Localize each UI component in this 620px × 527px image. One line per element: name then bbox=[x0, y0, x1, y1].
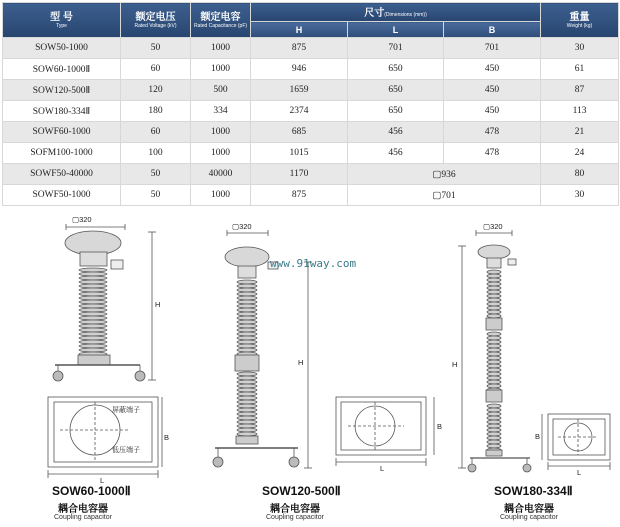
cell-b: 701 bbox=[444, 38, 541, 59]
header-h: H bbox=[251, 22, 348, 38]
cell-l: 456 bbox=[348, 143, 444, 164]
cell-capacitance: 1000 bbox=[191, 185, 251, 206]
cell-voltage: 120 bbox=[121, 80, 191, 101]
header-b: B bbox=[444, 22, 541, 38]
cell-h: 946 bbox=[251, 59, 348, 80]
cell-h: 875 bbox=[251, 185, 348, 206]
cell-model: SOFM100-1000 bbox=[3, 143, 121, 164]
cell-lb: ▢701 bbox=[348, 185, 541, 206]
cell-b: 478 bbox=[444, 122, 541, 143]
drawing-model-1: SOW60-1000Ⅱ bbox=[52, 484, 131, 498]
cell-voltage: 60 bbox=[121, 59, 191, 80]
cell-weight: 30 bbox=[541, 185, 619, 206]
drawing-sow60-1000 bbox=[48, 224, 162, 478]
cell-model: SOWF60-1000 bbox=[3, 122, 121, 143]
b-label-2: B bbox=[437, 422, 443, 431]
drawing-model-2: SOW120-500Ⅱ bbox=[262, 484, 341, 498]
cell-b: 450 bbox=[444, 59, 541, 80]
cell-capacitance: 40000 bbox=[191, 164, 251, 185]
cell-capacitance: 1000 bbox=[191, 38, 251, 59]
cell-voltage: 60 bbox=[121, 122, 191, 143]
cell-voltage: 50 bbox=[121, 38, 191, 59]
cell-capacitance: 500 bbox=[191, 80, 251, 101]
cell-capacitance: 1000 bbox=[191, 59, 251, 80]
drawing-name-zh-2: 耦合电容器 bbox=[270, 504, 320, 515]
drawing-model-3: SOW180-334Ⅱ bbox=[494, 484, 573, 498]
header-voltage: 额定电压 Rated Voltage (kV) bbox=[121, 3, 191, 38]
cell-l: 650 bbox=[348, 101, 444, 122]
cell-l: 456 bbox=[348, 122, 444, 143]
cell-weight: 87 bbox=[541, 80, 619, 101]
cell-capacitance: 1000 bbox=[191, 122, 251, 143]
cell-voltage: 50 bbox=[121, 185, 191, 206]
cell-l: 701 bbox=[348, 38, 444, 59]
l-label-3: L bbox=[577, 468, 582, 477]
cell-model: SOWF50-1000 bbox=[3, 185, 121, 206]
drawing-name-en-3: Coupling capacitor bbox=[500, 514, 558, 521]
cell-model: SOW120-500Ⅱ bbox=[3, 80, 121, 101]
cell-weight: 24 bbox=[541, 143, 619, 164]
b-label-1: B bbox=[164, 433, 170, 442]
watermark: www.91way.com bbox=[270, 257, 357, 270]
cell-weight: 113 bbox=[541, 101, 619, 122]
cell-capacitance: 1000 bbox=[191, 143, 251, 164]
header-capacitance: 额定电容 Rated Capacitance (pF) bbox=[191, 3, 251, 38]
cell-l: 650 bbox=[348, 59, 444, 80]
cell-b: 478 bbox=[444, 143, 541, 164]
drawing-name-zh-1: 耦合电容器 bbox=[58, 504, 108, 515]
top-dim-label-2: ▢320 bbox=[232, 222, 252, 231]
cell-h: 1015 bbox=[251, 143, 348, 164]
top-dim-label-3: ▢320 bbox=[483, 222, 503, 231]
header-l: L bbox=[348, 22, 444, 38]
l-label-1: L bbox=[100, 476, 105, 485]
cell-weight: 21 bbox=[541, 122, 619, 143]
cell-weight: 61 bbox=[541, 59, 619, 80]
b-label-3: B bbox=[535, 432, 541, 441]
cell-h: 2374 bbox=[251, 101, 348, 122]
cell-b: 450 bbox=[444, 101, 541, 122]
cell-weight: 30 bbox=[541, 38, 619, 59]
cell-voltage: 180 bbox=[121, 101, 191, 122]
cell-model: SOW60-1000Ⅱ bbox=[3, 59, 121, 80]
h-label-1: H bbox=[155, 300, 161, 309]
h-label-2: H bbox=[298, 358, 304, 367]
cell-voltage: 100 bbox=[121, 143, 191, 164]
low-voltage-terminal-label: 低压端子 bbox=[112, 446, 140, 454]
cell-model: SOW180-334Ⅱ bbox=[3, 101, 121, 122]
cell-h: 685 bbox=[251, 122, 348, 143]
header-dimensions: 尺寸(Dimensions (mm)) bbox=[251, 3, 541, 22]
h-label-3: H bbox=[452, 360, 458, 369]
cell-model: SOW50-1000 bbox=[3, 38, 121, 59]
cell-model: SOWF50-40000 bbox=[3, 164, 121, 185]
shield-terminal-label: 屏蔽端子 bbox=[112, 406, 140, 414]
drawing-name-en-1: Coupling capacitor bbox=[54, 514, 112, 521]
cell-lb: ▢936 bbox=[348, 164, 541, 185]
header-weight: 重量 Weight (kg) bbox=[541, 3, 619, 38]
top-dim-label-1: ▢320 bbox=[72, 215, 92, 224]
cell-h: 1659 bbox=[251, 80, 348, 101]
cell-b: 450 bbox=[444, 80, 541, 101]
l-label-2: L bbox=[380, 464, 385, 473]
cell-h: 1170 bbox=[251, 164, 348, 185]
cell-weight: 80 bbox=[541, 164, 619, 185]
cell-l: 650 bbox=[348, 80, 444, 101]
header-type: 型 号 Type bbox=[3, 3, 121, 38]
drawing-name-zh-3: 耦合电容器 bbox=[504, 504, 554, 515]
drawing-sow180-334 bbox=[458, 230, 610, 472]
cell-voltage: 50 bbox=[121, 164, 191, 185]
cell-h: 875 bbox=[251, 38, 348, 59]
cell-capacitance: 334 bbox=[191, 101, 251, 122]
drawing-name-en-2: Coupling capacitor bbox=[266, 514, 324, 521]
